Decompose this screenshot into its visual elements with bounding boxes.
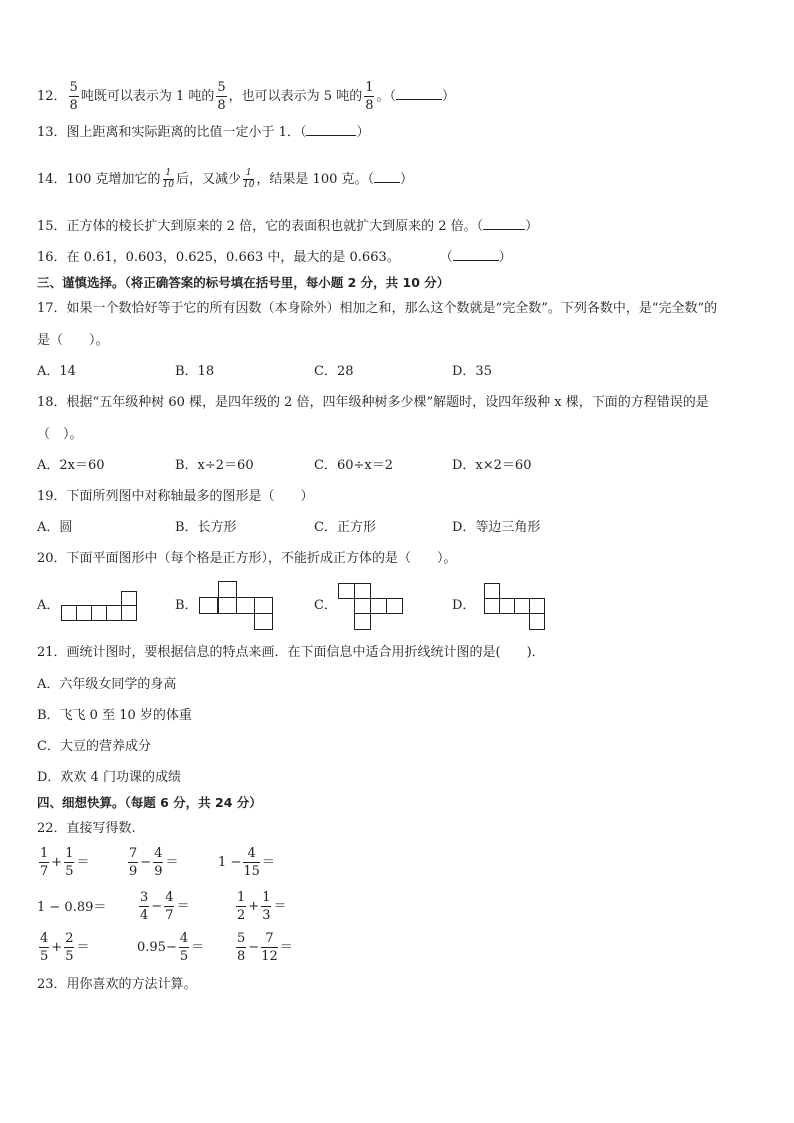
q12-fraction-3: $\frac{1}{8}$ [365,80,374,113]
q12-number: 12． [37,89,67,104]
section-4-heading: 四、细想快算。（每题 6 分，共 24 分） [37,795,262,810]
q17-option-a[interactable]: A．14 [37,364,76,379]
q18-option-b[interactable]: B．x÷2＝60 [175,458,254,473]
answer-blank[interactable] [453,248,499,261]
q20-option-a[interactable]: A． [37,598,60,613]
answer-blank[interactable] [396,87,442,100]
q18-option-d[interactable]: D．x×2＝60 [452,458,532,473]
q17-option-d[interactable]: D．35 [452,364,492,379]
calc-2: $\frac{7}{9}$ − $\frac{4}{9}$ ＝ [129,846,179,879]
q14-fraction-1: $\frac{1}{10}$ [162,168,174,190]
q21-option-c[interactable]: C．大豆的营养成分 [37,739,151,754]
calc-3: 1 − $\frac{4}{15}$ ＝ [218,846,275,879]
q12-fraction-2: $\frac{5}{8}$ [217,80,226,113]
q12-fraction-1: $\frac{5}{8}$ [69,80,78,113]
calc-5: $\frac{3}{4}$ − $\frac{4}{7}$ ＝ [140,890,190,923]
cube-net-d [484,583,546,631]
answer-blank[interactable] [306,123,356,136]
q19-option-d[interactable]: D．等边三角形 [452,520,541,535]
question-19: 19．下面所列图中对称轴最多的图形是（ ） [37,489,314,504]
calc-8: 0.95− $\frac{4}{5}$ ＝ [137,931,205,964]
question-17-line-2: 是（ ）。 [37,333,109,348]
q21-option-b[interactable]: B．飞飞 0 至 10 岁的体重 [37,708,192,723]
answer-blank[interactable] [374,170,400,183]
q14-fraction-2: $\frac{1}{10}$ [242,168,255,190]
question-22: 22．直接写得数. [37,821,136,836]
q17-option-b[interactable]: B．18 [175,364,215,379]
question-18-line-1: 18．根据“五年级种树 60 棵，是四年级的 2 倍，四年级种树多少棵”解题时，设四年级种 x 棵，下面的方程错误的是 [37,395,709,410]
calc-7: $\frac{4}{5}$ + $\frac{2}{5}$ ＝ [40,931,90,964]
q21-option-d[interactable]: D．欢欢 4 门功课的成绩 [37,770,181,785]
calc-1: $\frac{1}{7}$ + $\frac{1}{5}$ ＝ [40,846,90,879]
q20-option-c[interactable]: C． [314,598,337,613]
calc-9: $\frac{5}{8}$ − $\frac{7}{12}$ ＝ [237,931,293,964]
question-14: 14．100 克增加它的 $\frac{1}{10}$ 后，又减少 $\frac{1}{10}$ ，结果是 100 克。（ ） [37,168,414,190]
cube-net-a [61,591,137,621]
section-3-heading: 三、谨慎选择。（将正确答案的标号填在括号里，每小题 2 分，共 10 分） [37,275,450,290]
question-12: 12． $\frac{5}{8}$ 吨既可以表示为 1 吨的 $\frac{5}{8}$ ，也可以表示为 5 吨的 $\frac{1}{8}$ 。（ ） [37,80,456,113]
calc-6: $\frac{1}{2}$ + $\frac{1}{3}$ ＝ [237,890,287,923]
question-18-line-2: （ ）。 [37,427,83,442]
q18-option-c[interactable]: C．60÷x＝2 [314,458,393,473]
question-15: 15．正方体的棱长扩大到原来的 2 倍，它的表面积也就扩大到原来的 2 倍。（ ） [37,219,539,234]
question-23: 23．用你喜欢的方法计算。 [37,977,197,992]
question-17-line-1: 17．如果一个数恰好等于它的所有因数（本身除外）相加之和，那么这个数就是“完全数”。下列各数中，是“完全数”的 [37,301,718,316]
q20-option-b[interactable]: B． [175,598,198,613]
question-21: 21．画统计图时，要根据信息的特点来画．在下面信息中适合用折线统计图的是( )． [37,645,545,660]
answer-blank[interactable] [483,217,525,230]
cube-net-c [338,583,404,631]
calc-4: 1 − 0.89＝ [37,900,107,915]
question-20: 20．下面平面图形中（每个格是正方形），不能折成正方体的是（ ）。 [37,551,457,566]
q21-option-a[interactable]: A．六年级女同学的身高 [37,677,177,692]
q17-option-c[interactable]: C．28 [314,364,354,379]
q19-option-a[interactable]: A．圆 [37,520,73,535]
cube-net-b [199,581,275,631]
question-13: 13．图上距离和实际距离的比值一定小于 1．（ ） [37,125,370,140]
q19-option-c[interactable]: C．正方形 [314,520,376,535]
question-16: 16．在 0.61，0.603，0.625，0.663 中，最大的是 0.663。 （ ） [37,250,512,265]
q20-option-d[interactable]: D． [452,598,476,613]
q18-option-a[interactable]: A．2x＝60 [37,458,105,473]
q19-option-b[interactable]: B．长方形 [175,520,237,535]
